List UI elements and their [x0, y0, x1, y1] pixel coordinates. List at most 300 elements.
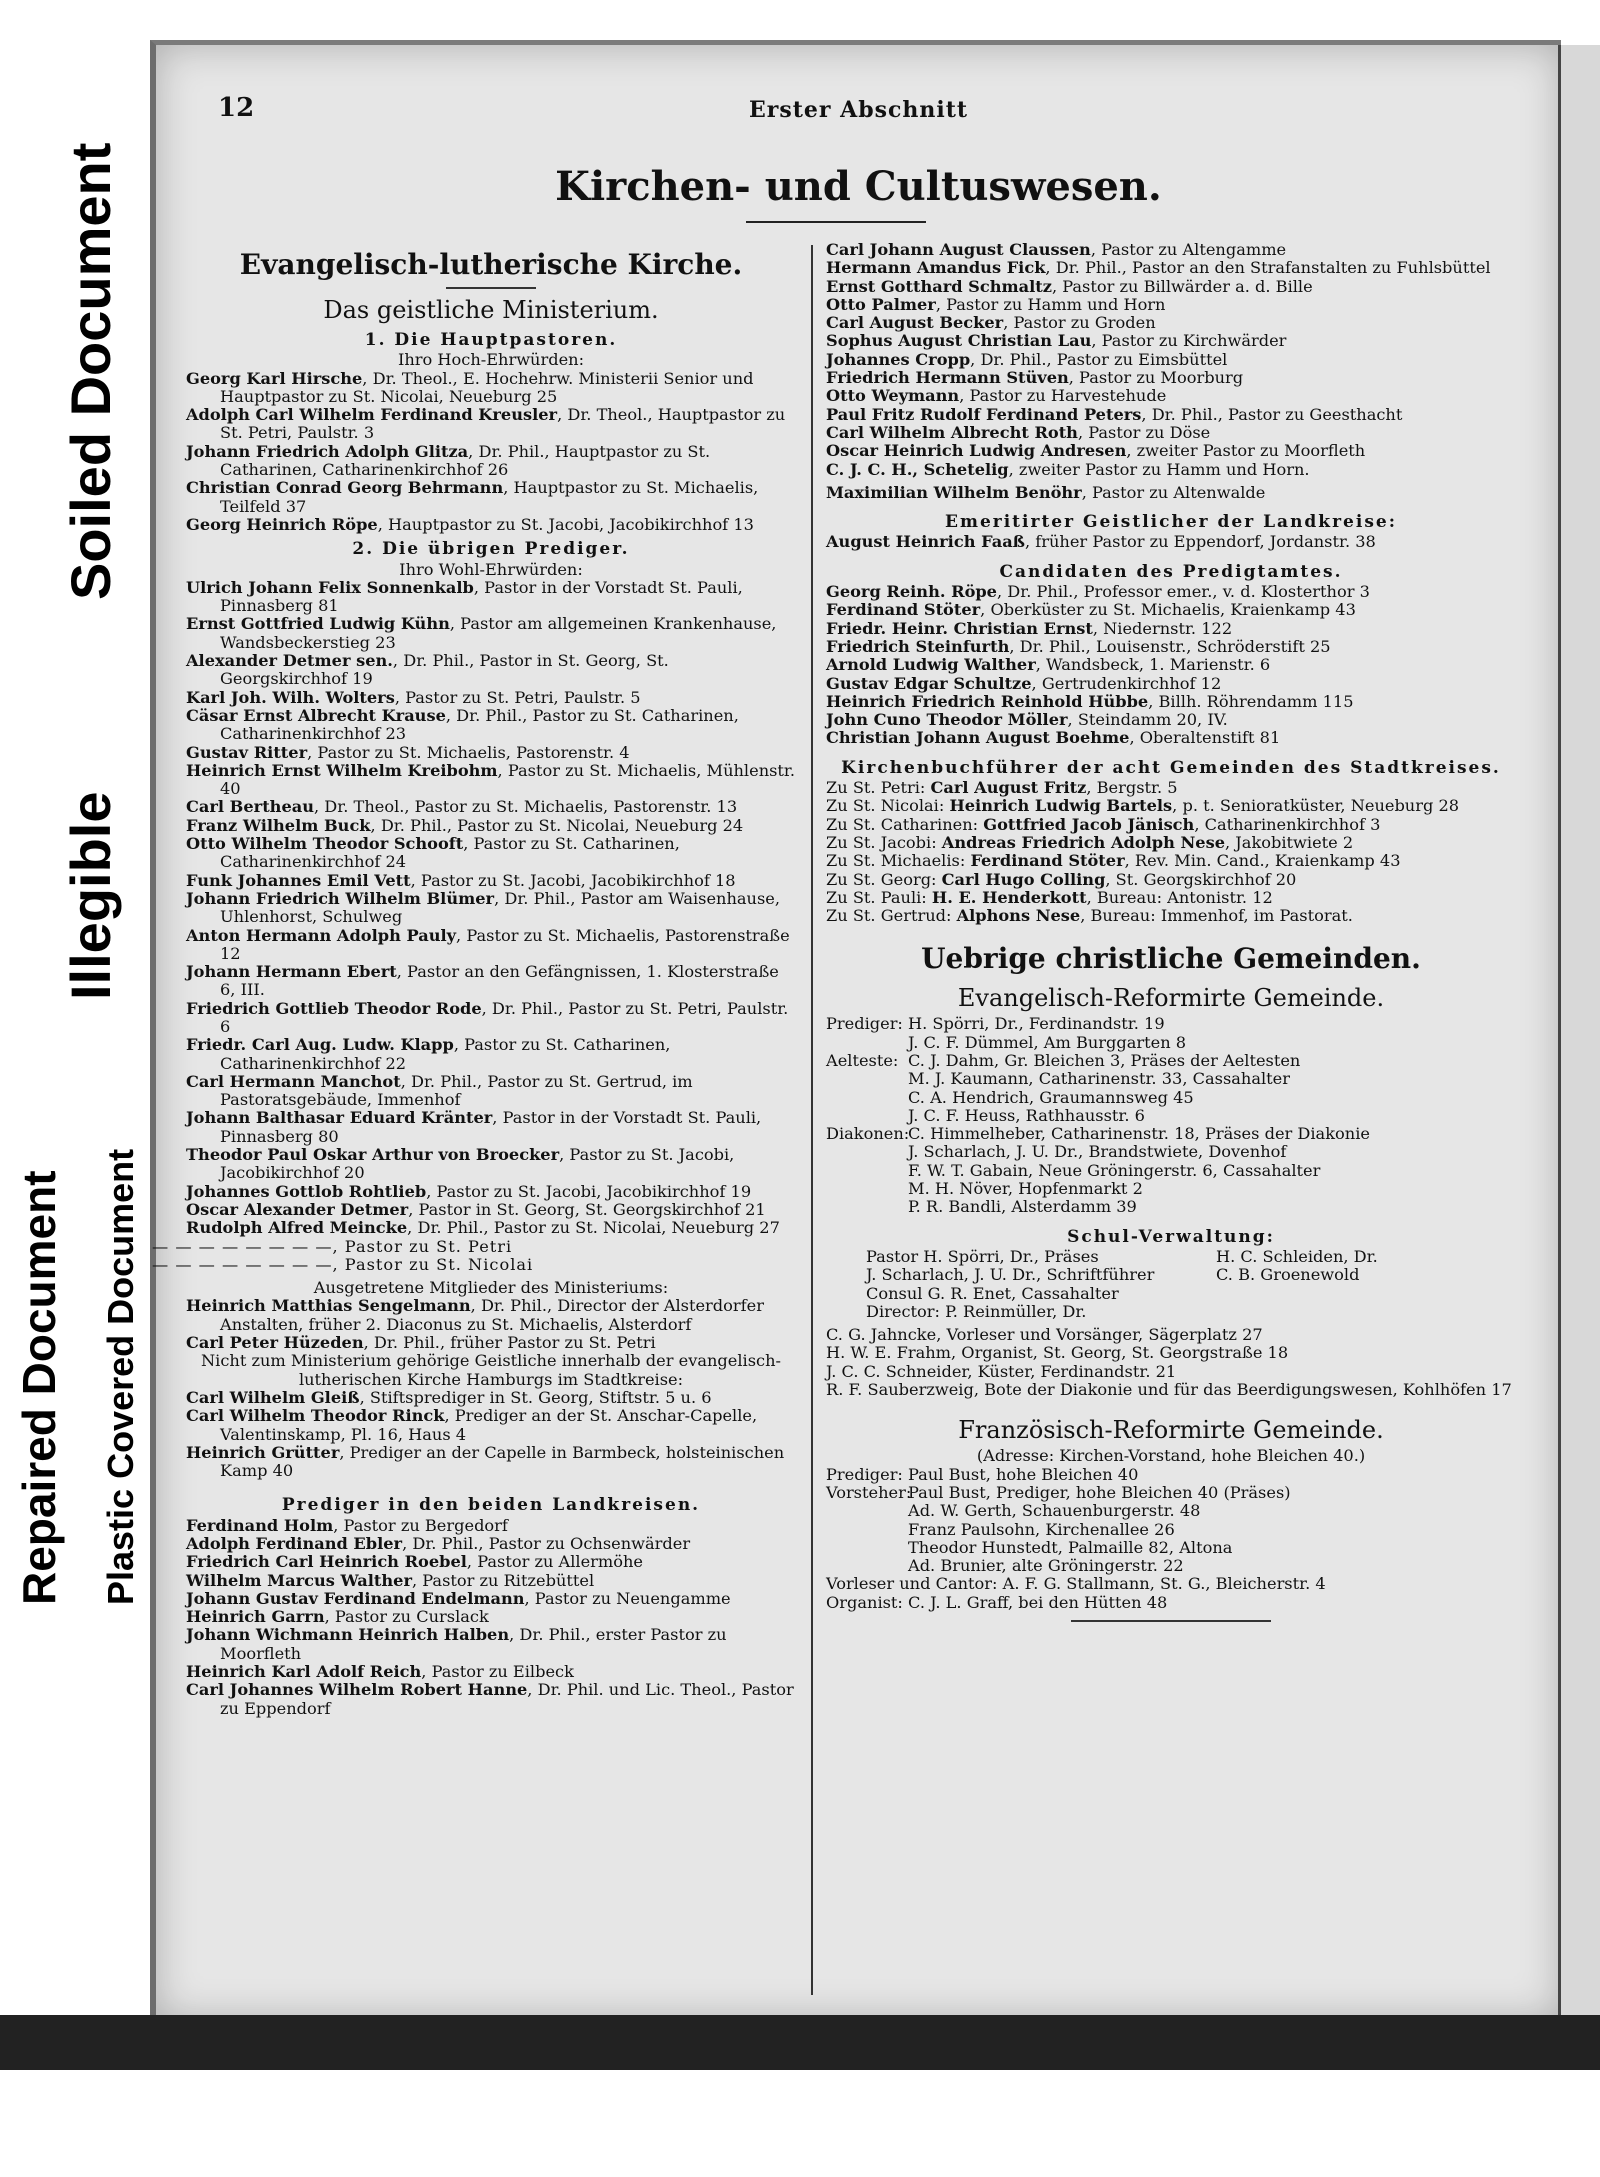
kirchendiener-item: J. C. C. Schneider, Küster, Ferdinandstr. 21: [826, 1361, 1177, 1381]
list-item: [826, 314, 1516, 332]
entry-text: , Dr. Phil., Pastor am Waisenhause, Uhlenhorst, Schulweg: [220, 888, 780, 927]
entry-name: Adolph Ferdinand Ebler: [186, 1534, 403, 1553]
entry-prefix: Zu St. Gertrud:: [826, 906, 957, 926]
role-row: [826, 1539, 1516, 1557]
entry-text: , zweiter Pastor zu Moorfleth: [1126, 441, 1366, 461]
entry-name: Carl Wilhelm Albrecht Roth: [826, 422, 1078, 442]
entry-text: , Pastor in der Vorstadt St. Pauli, Pinnasberg 80: [220, 1108, 762, 1146]
role-row: [826, 1162, 1516, 1180]
entry-name: Heinrich Matthias Sengelmann: [186, 1296, 471, 1316]
entry-name: Johann Friedrich Wilhelm Blümer: [186, 888, 495, 908]
list-item: [186, 1535, 796, 1553]
list-item: [826, 797, 1516, 815]
list-item: [826, 816, 1516, 834]
role-row: [826, 1143, 1516, 1161]
entry-text: , Pastor zu Curslack: [324, 1607, 489, 1627]
entry-name: Johann Balthasar Eduard Kränter: [186, 1108, 493, 1128]
entry-name: Gottfried Jacob Jänisch: [983, 814, 1195, 834]
kirchendiener-item: R. F. Sauberzweig, Bote der Diakonie und für das Beerdigungswesen, Kohlhöfen 17: [826, 1380, 1512, 1400]
entry-name: Heinrich Friedrich Reinhold Hübbe: [826, 691, 1149, 711]
entry-text: , Stiftsprediger in St. Georg, Stiftstr. 5 u. 6: [359, 1387, 712, 1407]
entry-name: Johann Gustav Ferdinand Endelmann: [186, 1588, 525, 1608]
role-label: [826, 1521, 908, 1539]
entry-text: , Pastor zu Billwärder a. d. Bille: [1051, 276, 1313, 296]
entry-text: , Pastor zu Bergedorf: [333, 1515, 508, 1535]
entry-name: Friedr. Heinr. Christian Ernst: [826, 618, 1093, 638]
prediger-heading: 2. Die übrigen Prediger.: [352, 539, 630, 560]
list-item: [826, 852, 1516, 870]
left-column: [152, 241, 796, 1718]
list-item: [186, 1553, 796, 1571]
role-row: [826, 1034, 1516, 1052]
role-row: [826, 1052, 1516, 1070]
entry-name: Funk Johannes Emil Vett: [186, 870, 411, 890]
page-edge: [1558, 45, 1600, 2020]
entry-text: , Dr. Phil. und Lic. Theol., Pastor zu Eppendorf: [220, 1680, 794, 1718]
entry-name: Ferdinand Holm: [186, 1515, 334, 1535]
entry-name: Johannes Cropp: [826, 349, 971, 369]
entry-text: , Bureau: Antonistr. 12: [1086, 887, 1273, 907]
franz-reformirt-title: Französisch-Reformirte Gemeinde.: [958, 1416, 1384, 1445]
list-item: [186, 798, 796, 816]
entry-text: , Dr. Theol., E. Hochehrw. Ministerii Senior und Hauptpastor zu St. Nicolai, Neueburg 25: [220, 368, 754, 406]
role-row: [826, 1198, 1516, 1216]
role-member: C. J. Dahm, Gr. Bleichen 3, Präses der Aeltesten: [908, 1050, 1301, 1070]
entry-text: , Dr. Phil., Pastor zu Eimsbüttel: [970, 349, 1228, 369]
role-label: Aelteste:: [826, 1050, 899, 1070]
list-item: [826, 693, 1516, 711]
extra-list: [826, 484, 1516, 502]
entry-text: , Dr. Phil., Pastor zu Ochsenwärder: [402, 1534, 691, 1553]
list-item: [826, 889, 1516, 907]
title-rule: [746, 221, 926, 223]
entry-text: , Catharinenkirchhof 3: [1194, 814, 1381, 834]
entry-name: Oscar Heinrich Ludwig Andresen: [826, 441, 1127, 461]
entry-text: , Dr. Phil., Pastor an den Strafanstalten zu Fuhlsbüttel: [1045, 258, 1491, 278]
list-item: [186, 927, 796, 964]
role-member: Ad. Brunier, alte Gröningerstr. 22: [908, 1556, 1184, 1576]
list-item: [186, 890, 796, 927]
role-member: M. H. Növer, Hopfenmarkt 2: [908, 1179, 1143, 1199]
list-item: [186, 1517, 796, 1535]
entry-name: Carl Johannes Wilhelm Robert Hanne: [186, 1680, 528, 1700]
entry-name: Otto Palmer: [826, 294, 936, 314]
list-item: [186, 707, 796, 744]
role-member: H. Spörri, Dr., Ferdinandstr. 19: [908, 1014, 1165, 1034]
scan-bottom-border: [0, 2015, 1600, 2070]
entry-text: , Pastor zu Groden: [1003, 313, 1156, 333]
entry-name: Christian Johann August Boehme: [826, 728, 1130, 748]
schul-member: C. B. Groenewold: [1216, 1265, 1360, 1285]
schul-member: J. Scharlach, J. U. Dr., Schriftführer: [866, 1265, 1155, 1285]
entry-text: , Pastor zu St. Michaelis, Mühlenstr. 40: [220, 760, 796, 799]
entry-name: Heinrich Ernst Wilhelm Kreibohm: [186, 760, 498, 780]
list-item: [186, 615, 796, 652]
list-item: [186, 1109, 796, 1146]
candidaten-list: [826, 583, 1516, 748]
entry-text: , Pastor zu Altenwalde: [1081, 482, 1266, 502]
hauptpastoren-intro: Ihro Hoch-Ehrwürden:: [397, 350, 585, 370]
hauptpastoren-heading: 1. Die Hauptpastoren.: [364, 330, 618, 350]
entry-text: , Dr. Phil., Pastor zu St. Nicolai, Neueburg 27: [407, 1218, 780, 1238]
entry-text: , Pastor zu Hamm und Horn: [935, 294, 1166, 314]
list-item: [186, 963, 796, 1000]
list-item: [186, 817, 796, 835]
role-member: P. R. Bandli, Alsterdamm 39: [908, 1197, 1137, 1217]
role-row: [826, 1502, 1516, 1520]
entry-text: , Pastor zu St. Michaelis, Pastorenstr. 4: [307, 742, 630, 762]
entry-text: , Pastor zu St. Jacobi, Jacobikirchhof 18: [410, 870, 736, 890]
prediger-intro: Ihro Wohl-Ehrwürden:: [399, 559, 583, 579]
entry-name: Sophus August Christian Lau: [826, 331, 1092, 351]
landkreise-list: [186, 1517, 796, 1718]
entry-name: Christian Conrad Georg Behrmann: [186, 478, 504, 498]
entry-prefix: Zu St. Nicolai:: [826, 796, 950, 816]
entry-name: Gustav Edgar Schultze: [826, 673, 1032, 693]
schul-row: [866, 1266, 1516, 1284]
list-item: [186, 744, 796, 762]
emeritiert-heading: Emeritirter Geistlicher der Landkreise:: [945, 512, 1397, 533]
entry-name: H. E. Henderkott: [931, 887, 1087, 907]
list-item: [826, 259, 1516, 277]
entry-prefix: Zu St. Pauli:: [826, 887, 932, 907]
entry-name: Andreas Friedrich Adolph Nese: [941, 832, 1226, 852]
entry-name: Johann Wichmann Heinrich Halben: [186, 1625, 510, 1645]
entry-text: , früher Pastor zu Eppendorf, Jordanstr. 38: [1024, 532, 1376, 552]
list-item: [826, 729, 1516, 747]
entry-name: Heinrich Garrn: [186, 1607, 325, 1627]
right-column: [826, 241, 1516, 1622]
entry-text: , Prediger an der St. Anschar-Capelle, Valentinskamp, Pl. 16, Haus 4: [220, 1406, 758, 1444]
list-item: [826, 442, 1516, 460]
entry-text: , Pastor zu St. Jacobi, Jacobikirchhof 19: [426, 1181, 752, 1201]
list-item: [186, 1183, 796, 1201]
entry-name: Carl August Fritz: [930, 778, 1087, 798]
list-item: [826, 638, 1516, 656]
role-member: Ad. W. Gerth, Schauenburgerstr. 48: [908, 1501, 1201, 1521]
entry-name: Paul Fritz Rudolf Ferdinand Peters: [826, 404, 1142, 424]
list-item: [186, 1073, 796, 1110]
franz-address: (Adresse: Kirchen-Vorstand, hohe Bleichen 40.): [976, 1446, 1366, 1466]
entry-text: , Pastor zu Moorburg: [1068, 368, 1244, 388]
entry-name: Maximilian Wilhelm Benöhr: [826, 482, 1082, 502]
list-item: [826, 332, 1516, 350]
entry-text: , Pastor an den Gefängnissen, 1. Klosterstraße 6, III.: [220, 962, 779, 1000]
entry-name: Ferdinand Stöter: [826, 600, 981, 620]
ministerium-title: Das geistliche Ministerium.: [323, 296, 659, 324]
role-label: [826, 1180, 908, 1198]
kirchendiener-list: [826, 1326, 1516, 1399]
list-item: [186, 1407, 796, 1444]
list-item: [186, 689, 796, 707]
entry-text: , Pastor zu St. Catharinen, Catharinenkirchhof 24: [220, 834, 680, 872]
list-item: [826, 601, 1516, 619]
list-item: [186, 1626, 796, 1663]
schul-member: H. C. Schleiden, Dr.: [1216, 1246, 1378, 1266]
entry-name: Carl Peter Hüzeden: [186, 1333, 364, 1353]
entry-name: Carl August Becker: [826, 313, 1004, 333]
schul-member: Director: P. Reinmüller, Dr.: [866, 1301, 1087, 1321]
entry-text: , p. t. Senioratküster, Neueburg 28: [1172, 796, 1460, 816]
franz-vorleser: Vorleser und Cantor: A. F. G. Stallmann, St. G., Bleicherstr. 4: [826, 1574, 1326, 1594]
running-head: Erster Abschnitt: [748, 97, 969, 123]
list-item: [826, 351, 1516, 369]
role-member: C. A. Hendrich, Graumannsweg 45: [908, 1087, 1194, 1107]
entry-name: Anton Hermann Adolph Pauly: [186, 925, 457, 945]
entry-text: , Rev. Min. Cand., Kraienkamp 43: [1124, 851, 1401, 871]
list-item: [826, 711, 1516, 729]
entry-text: , Pastor zu Harvestehude: [959, 386, 1167, 406]
ausgetretene-list: [186, 1297, 796, 1352]
role-label: [826, 1539, 908, 1557]
role-label: [826, 1143, 908, 1161]
vacant-line: — — — — — — — —, Pastor zu St. Petri: [152, 1236, 513, 1256]
list-item: [186, 579, 796, 616]
entry-text: , zweiter Pastor zu Hamm und Horn.: [1008, 459, 1310, 479]
entry-text: , Gertrudenkirchhof 12: [1031, 673, 1222, 693]
entry-name: Carl Bertheau: [186, 797, 314, 817]
entry-text: , Pastor zu Eilbeck: [421, 1662, 574, 1682]
entry-text: , Dr. Phil., Hauptpastor zu St. Catharinen, Catharinenkirchhof 26: [220, 441, 711, 480]
list-item: [186, 1590, 796, 1608]
role-row: [826, 1180, 1516, 1198]
entry-text: , Dr. Phil., Pastor zu St. Gertrud, im Pastoratsgebäude, Immenhof: [220, 1071, 693, 1110]
role-label: [826, 1557, 908, 1575]
list-item: [186, 762, 796, 799]
entry-text: , Dr. Phil., erster Pastor zu Moorfleth: [220, 1625, 727, 1663]
entry-text: , Bergstr. 5: [1086, 778, 1178, 798]
list-item: [826, 871, 1516, 889]
entry-name: Johann Hermann Ebert: [186, 962, 397, 982]
kirchendiener-item: H. W. E. Frahm, Organist, St. Georg, St. Georgstraße 18: [826, 1343, 1289, 1363]
entry-name: Carl Wilhelm Gleiß: [186, 1387, 360, 1407]
end-rule: [1071, 1620, 1271, 1622]
entry-name: Oscar Alexander Detmer: [186, 1199, 409, 1219]
list-item: [186, 1444, 796, 1481]
entry-text: , Dr. Phil., Pastor zu St. Nicolai, Neueburg 24: [370, 815, 744, 835]
entry-name: Ernst Gotthard Schmaltz: [826, 276, 1052, 296]
entry-name: Wilhelm Marcus Walther: [186, 1570, 412, 1590]
list-item: [186, 1608, 796, 1626]
reformirt-title: Evangelisch-Reformirte Gemeinde.: [957, 984, 1385, 1013]
entry-name: Rudolph Alfred Meincke: [186, 1218, 408, 1238]
entry-name: Hermann Amandus Fick: [826, 258, 1046, 278]
entry-text: , Dr. Phil., früher Pastor zu St. Petri: [363, 1333, 656, 1353]
list-item: [826, 369, 1516, 387]
role-member: Paul Bust, hohe Bleichen 40: [908, 1464, 1139, 1484]
entry-name: August Heinrich Faaß: [826, 532, 1025, 552]
role-label: [826, 1107, 908, 1125]
list-item: [826, 484, 1516, 502]
entry-name: Carl Wilhelm Theodor Rinck: [186, 1406, 445, 1426]
entry-text: , Dr. Phil., Director der Alsterdorfer Anstalten, früher 2. Diaconus zu St. Michaelis, Alsterdorf: [220, 1296, 764, 1334]
entry-text: , Pastor zu Allermöhe: [466, 1552, 644, 1572]
list-item: [826, 656, 1516, 674]
entry-text: , Dr. Phil., Pastor zu St. Catharinen, Catharinenkirchhof 23: [220, 705, 739, 744]
role-row: [826, 1125, 1516, 1143]
label-repaired-document: Repaired Document: [13, 1170, 65, 1605]
role-label: [826, 1502, 908, 1520]
entry-name: Heinrich Grütter: [186, 1442, 340, 1462]
entry-text: , Bureau: Immenhof, im Pastorat.: [1080, 906, 1353, 926]
page-title: Kirchen- und Cultuswesen.: [555, 163, 1162, 210]
list-item: [186, 1663, 796, 1681]
entry-prefix: Zu St. Catharinen:: [826, 814, 984, 834]
list-item: [186, 1146, 796, 1183]
section-rule: [446, 287, 536, 289]
role-row: [826, 1521, 1516, 1539]
kirchenbuch-list: [826, 779, 1516, 925]
list-item: [826, 583, 1516, 601]
list-item: [826, 296, 1516, 314]
list-item: [826, 907, 1516, 925]
schul-heading: Schul-Verwaltung:: [1067, 1226, 1275, 1247]
entry-text: , Dr. Phil., Pastor in St. Georg, St. Georgskirchhof 19: [220, 651, 669, 689]
franz-organist: Organist: C. J. L. Graff, bei den Hütten 48: [826, 1592, 1168, 1612]
nicht-ministerium-heading: Nicht zum Ministerium gehörige Geistliche innerhalb der evangelisch-lutherischen Kirche Hamburgs im Stadtkreise:: [201, 1351, 781, 1389]
list-item: [826, 533, 1516, 551]
entry-prefix: Zu St. Georg:: [826, 869, 942, 889]
entry-name: Friedrich Hermann Stüven: [826, 368, 1069, 388]
entry-name: Cäsar Ernst Albrecht Krause: [186, 705, 446, 725]
entry-text: , Pastor in der Vorstadt St. Pauli, Pinnasberg 81: [220, 577, 743, 616]
entry-name: Heinrich Karl Adolf Reich: [186, 1662, 422, 1682]
vacant-list: [152, 1236, 796, 1275]
role-member: F. W. T. Gabain, Neue Gröningerstr. 6, Cassahalter: [908, 1160, 1321, 1180]
entry-name: Georg Heinrich Röpe: [186, 514, 378, 534]
entry-name: Gustav Ritter: [186, 742, 308, 762]
role-row: [826, 1466, 1516, 1484]
entry-name: Heinrich Ludwig Bartels: [949, 796, 1173, 816]
kirchenbuch-heading: Kirchenbuchführer der acht Gemeinden des Stadtkreises.: [841, 757, 1501, 778]
list-item: [186, 1219, 796, 1237]
landkreise-heading: Prediger in den beiden Landkreisen.: [281, 1495, 701, 1516]
prediger-list: [186, 579, 796, 1238]
entry-name: Theodor Paul Oskar Arthur von Broecker: [186, 1145, 560, 1165]
entry-text: , Hauptpastor zu St. Jacobi, Jacobikirchhof 13: [377, 514, 754, 534]
schul-member: Consul G. R. Enet, Cassahalter: [866, 1283, 1119, 1303]
role-member: Paul Bust, Prediger, hohe Bleichen 40 (Präses): [908, 1482, 1291, 1502]
entry-text: , Niedernstr. 122: [1092, 618, 1233, 638]
entry-name: Friedrich Gottlieb Theodor Rode: [186, 998, 482, 1018]
schul-row: [866, 1285, 1516, 1303]
section-title-lutheran: Evangelisch-lutherische Kirche.: [239, 248, 743, 281]
role-row: [826, 1107, 1516, 1125]
list-item: [186, 1000, 796, 1037]
entry-text: , Pastor zu St. Petri, Paulstr. 5: [394, 687, 641, 707]
list-item: [186, 1572, 796, 1590]
side-labels: [0, 0, 150, 1640]
entry-name: Arnold Ludwig Walther: [826, 655, 1036, 675]
role-label: [826, 1162, 908, 1180]
page-number: 12: [218, 93, 255, 123]
list-item: [826, 620, 1516, 638]
schul-row: [866, 1248, 1516, 1266]
list-item: [826, 675, 1516, 693]
entry-name: Franz Wilhelm Buck: [186, 815, 371, 835]
entry-name: Georg Karl Hirsche: [186, 368, 363, 388]
entry-prefix: Zu St. Petri:: [826, 778, 931, 798]
role-label: [826, 1089, 908, 1107]
list-item: [186, 1036, 796, 1073]
role-label: [826, 1034, 908, 1052]
entry-prefix: Zu St. Jacobi:: [826, 832, 942, 852]
scanned-page: [150, 40, 1561, 2020]
list-item: [826, 779, 1516, 797]
entry-text: , Pastor zu Kirchwärder: [1091, 331, 1287, 351]
list-item: [186, 1389, 796, 1407]
entry-text: , Pastor am allgemeinen Krankenhause, Wandsbeckerstieg 23: [220, 614, 777, 652]
emeritiert-list: [826, 533, 1516, 551]
entry-name: Georg Reinh. Röpe: [826, 582, 997, 602]
entry-name: Otto Wilhelm Theodor Schooft: [186, 834, 464, 854]
entry-text: , Pastor zu St. Jacobi, Jacobikirchhof 20: [220, 1145, 735, 1183]
list-item: [186, 872, 796, 890]
role-label: Vorsteher:: [826, 1482, 912, 1502]
entry-name: Alexander Detmer sen.: [186, 651, 393, 671]
entry-name: Carl Hermann Manchot: [186, 1071, 401, 1091]
entry-name: John Cuno Theodor Möller: [826, 710, 1068, 730]
role-label: [826, 1070, 908, 1088]
nicht-ministerium-list: [186, 1389, 796, 1480]
role-row: [826, 1089, 1516, 1107]
franz-list: [826, 1466, 1516, 1576]
entry-name: Alphons Nese: [956, 906, 1081, 926]
role-label: [826, 1198, 908, 1216]
role-label: Diakonen:: [826, 1124, 910, 1144]
schul-row: [866, 1303, 1516, 1321]
role-member: Franz Paulsohn, Kirchenallee 26: [908, 1519, 1175, 1539]
list-item: [186, 370, 796, 407]
list-item: [826, 278, 1516, 296]
role-row: [826, 1070, 1516, 1088]
entry-text: , Pastor zu Ritzebüttel: [411, 1570, 595, 1590]
entry-name: Johann Friedrich Adolph Glitza: [186, 441, 469, 461]
schul-list: [826, 1248, 1516, 1321]
list-item: [186, 406, 796, 443]
entry-text: , Prediger an der Capelle in Barmbeck, holsteinischen Kamp 40: [220, 1442, 785, 1481]
list-item: [186, 516, 796, 534]
entry-text: , Hauptpastor zu St. Michaelis, Teilfeld 37: [220, 478, 759, 516]
list-item: [186, 443, 796, 480]
entry-text: , Jakobitwiete 2: [1225, 832, 1354, 852]
entry-text: , Dr. Theol., Pastor zu St. Michaelis, Pastorenstr. 13: [314, 797, 738, 817]
role-member: Theodor Hunstedt, Palmaille 82, Altona: [908, 1537, 1233, 1557]
list-item: [186, 652, 796, 689]
role-member: J. Scharlach, J. U. Dr., Brandstwiete, Dovenhof: [908, 1142, 1287, 1162]
label-soiled-document: Soiled Document: [59, 142, 122, 600]
role-member: J. C. F. Dümmel, Am Burggarten 8: [908, 1032, 1187, 1052]
entry-text: , Dr. Theol., Hauptpastor zu St. Petri, Paulstr. 3: [220, 405, 786, 443]
role-member: J. C. F. Heuss, Rathhausstr. 6: [908, 1105, 1145, 1125]
list-item: [826, 241, 1516, 259]
list-item: [186, 1681, 796, 1718]
role-member: C. Himmelheber, Catharinenstr. 18, Präses der Diakonie: [908, 1124, 1370, 1144]
column-divider: [811, 245, 813, 1995]
entry-text: , Steindamm 20, IV.: [1067, 710, 1228, 730]
entry-text: , Oberküster zu St. Michaelis, Kraienkamp 43: [980, 600, 1356, 620]
entry-text: , Dr. Phil., Pastor zu Geesthacht: [1141, 404, 1403, 424]
entry-text: , Pastor zu St. Catharinen, Catharinenkirchhof 22: [220, 1035, 671, 1073]
entry-name: Karl Joh. Wilh. Wolters: [186, 687, 395, 707]
role-row: [826, 1015, 1516, 1033]
hauptpastoren-list: [186, 370, 796, 535]
entry-name: Ferdinand Stöter: [970, 851, 1125, 871]
uebrige-gemeinden-title: Uebrige christliche Gemeinden.: [921, 942, 1421, 976]
entry-name: C. J. C. H., Schetelig: [826, 459, 1009, 479]
role-label: Prediger:: [826, 1014, 903, 1034]
kirchendiener-item: C. G. Jahncke, Vorleser und Vorsänger, Sägerplatz 27: [826, 1325, 1263, 1345]
